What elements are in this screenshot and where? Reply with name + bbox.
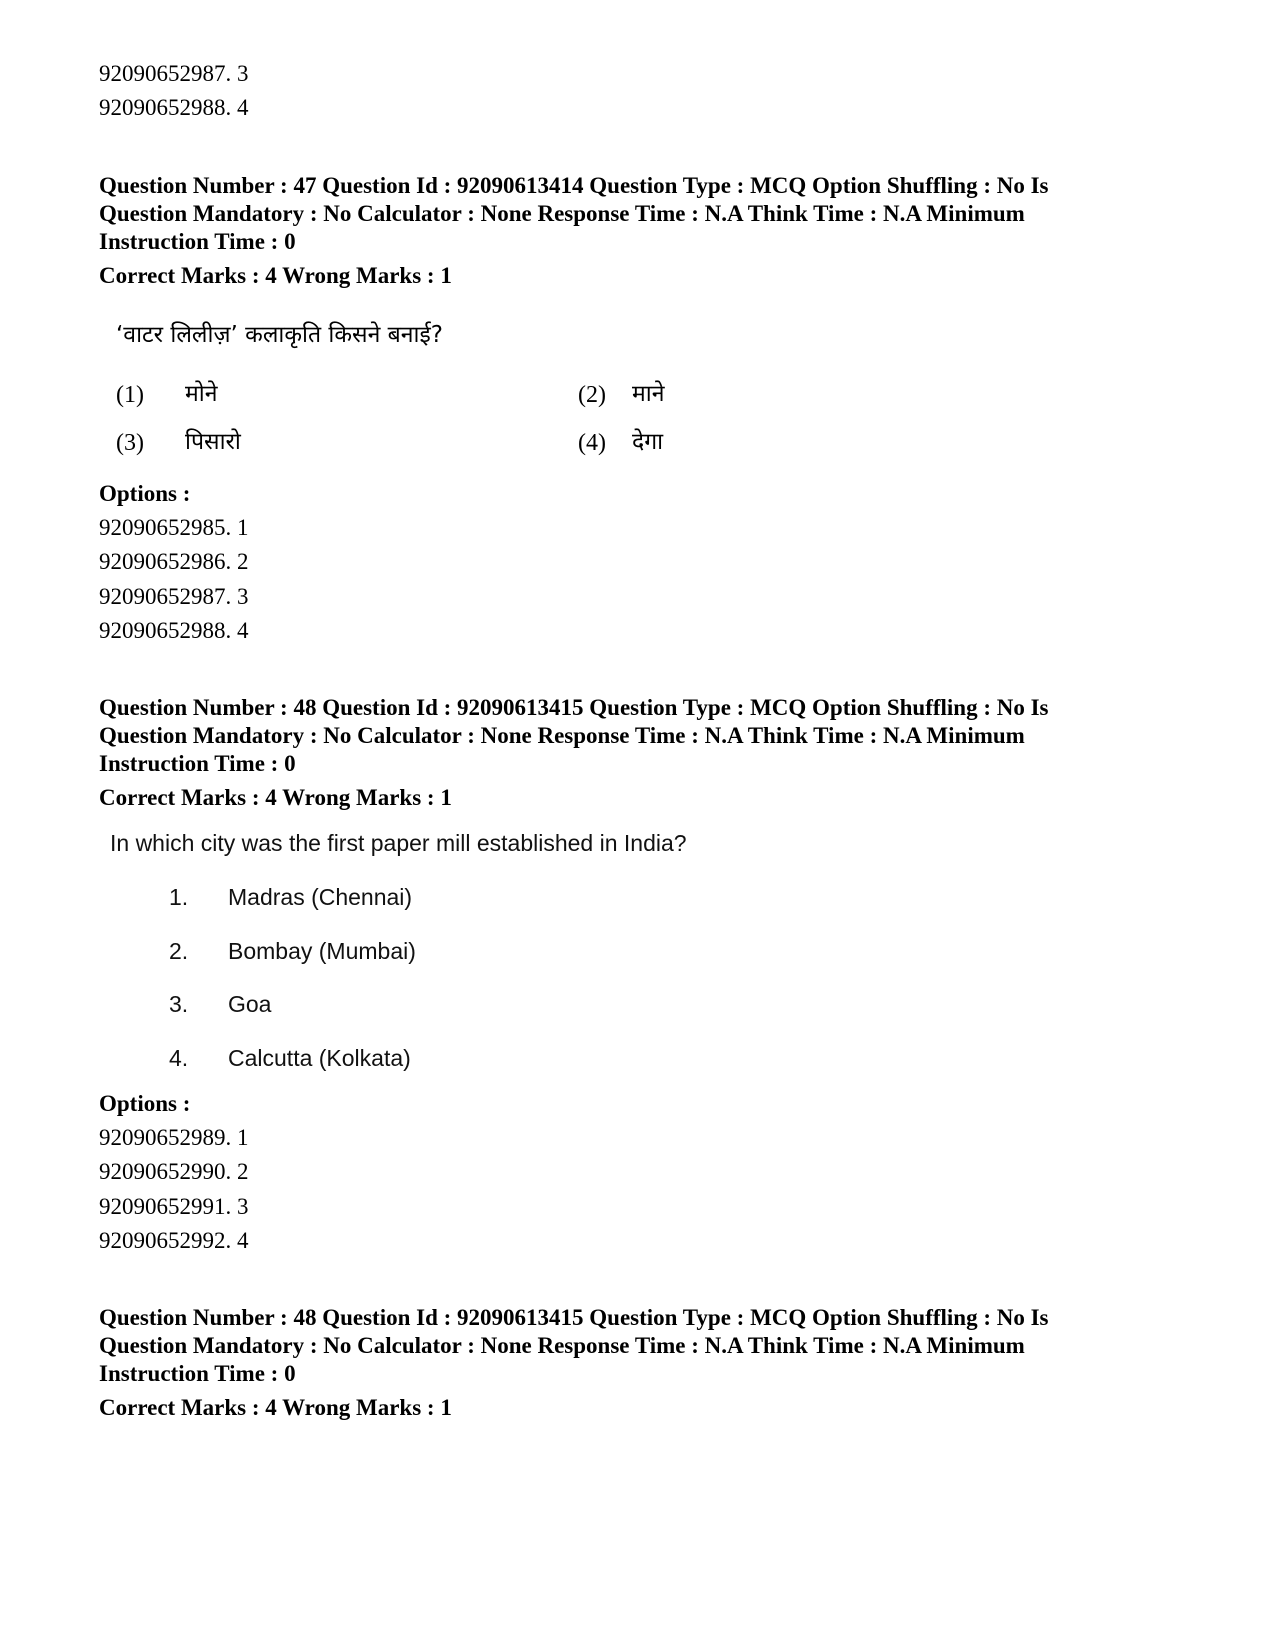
question-header-line: Instruction Time : 0 [99, 1361, 296, 1386]
options-label: Options : [99, 1091, 191, 1116]
option-number: 2 [237, 549, 249, 574]
options-label: Options : [99, 481, 191, 506]
option-id: 92090652992 [99, 1228, 226, 1253]
question-header-line: Instruction Time : 0 [99, 229, 296, 254]
option-id: 92090652985 [99, 515, 226, 540]
question-text: ‘वाटर लिलीज़’ कलाकृति किसने बनाई? [116, 322, 444, 348]
option-id: 92090652987 [99, 61, 226, 86]
option-line: 92090652988. 4 [99, 618, 249, 643]
option-id: 92090652989 [99, 1125, 226, 1150]
option-number: 4 [237, 618, 249, 643]
marks-line: Correct Marks : 4 Wrong Marks : 1 [99, 263, 452, 288]
option-line: 92090652990. 2 [99, 1159, 249, 1184]
marks-line: Correct Marks : 4 Wrong Marks : 1 [99, 1395, 452, 1420]
option-line: 92090652986. 2 [99, 549, 249, 574]
option-id: 92090652986 [99, 549, 226, 574]
option-id: 92090652988 [99, 95, 226, 120]
question-header-line: Question Mandatory : No Calculator : None Response Time : N.A Think Time : N.A Minimum [99, 1333, 1025, 1358]
option-line: 92090652988. 4 [99, 95, 249, 120]
choice-number: 4. [169, 1045, 189, 1071]
option-number: 4 [237, 1228, 249, 1253]
question-header-line: Instruction Time : 0 [99, 751, 296, 776]
choice-number: 1. [169, 884, 189, 910]
question-header-line: Question Number : 47 Question Id : 92090613414 Question Type : MCQ Option Shuffling : No Is [99, 173, 1049, 198]
option-number: 1 [237, 1125, 249, 1150]
option-line: 92090652992. 4 [99, 1228, 249, 1253]
choice-text: देगा [632, 429, 664, 455]
question-header-line: Question Number : 48 Question Id : 92090613415 Question Type : MCQ Option Shuffling : No Is [99, 1305, 1049, 1330]
choice-text: Madras (Chennai) [228, 884, 413, 910]
choice-text: Bombay (Mumbai) [228, 938, 416, 964]
option-number: 1 [237, 515, 249, 540]
option-number: 3 [237, 61, 249, 86]
option-line: 92090652985. 1 [99, 515, 249, 540]
option-id: 92090652988 [99, 618, 226, 643]
option-line: 92090652991. 3 [99, 1194, 249, 1219]
choice-number: (1) [116, 382, 144, 408]
choice-number: (2) [578, 382, 606, 408]
option-line: 92090652987. 3 [99, 61, 249, 86]
option-line: 92090652989. 1 [99, 1125, 249, 1150]
question-text: In which city was the first paper mill established in India? [110, 830, 687, 856]
marks-line: Correct Marks : 4 Wrong Marks : 1 [99, 785, 452, 810]
choice-text: माने [632, 381, 665, 407]
option-line: 92090652987. 3 [99, 584, 249, 609]
option-id: 92090652991 [99, 1194, 226, 1219]
choice-number: 3. [169, 991, 189, 1017]
option-number: 4 [237, 95, 249, 120]
choice-text: पिसारो [185, 429, 241, 455]
choice-number: (3) [116, 430, 144, 456]
choice-number: 2. [169, 938, 189, 964]
option-id: 92090652990 [99, 1159, 226, 1184]
question-header-line: Question Mandatory : No Calculator : None Response Time : N.A Think Time : N.A Minimum [99, 201, 1025, 226]
choice-number: (4) [578, 430, 606, 456]
option-number: 2 [237, 1159, 249, 1184]
choice-text: Goa [228, 991, 272, 1017]
question-header-line: Question Number : 48 Question Id : 92090613415 Question Type : MCQ Option Shuffling : No Is [99, 695, 1049, 720]
option-id: 92090652987 [99, 584, 226, 609]
option-number: 3 [237, 1194, 249, 1219]
choice-text: Calcutta (Kolkata) [228, 1045, 411, 1071]
choice-text: मोने [185, 381, 218, 407]
option-number: 3 [237, 584, 249, 609]
question-header-line: Question Mandatory : No Calculator : None Response Time : N.A Think Time : N.A Minimum [99, 723, 1025, 748]
